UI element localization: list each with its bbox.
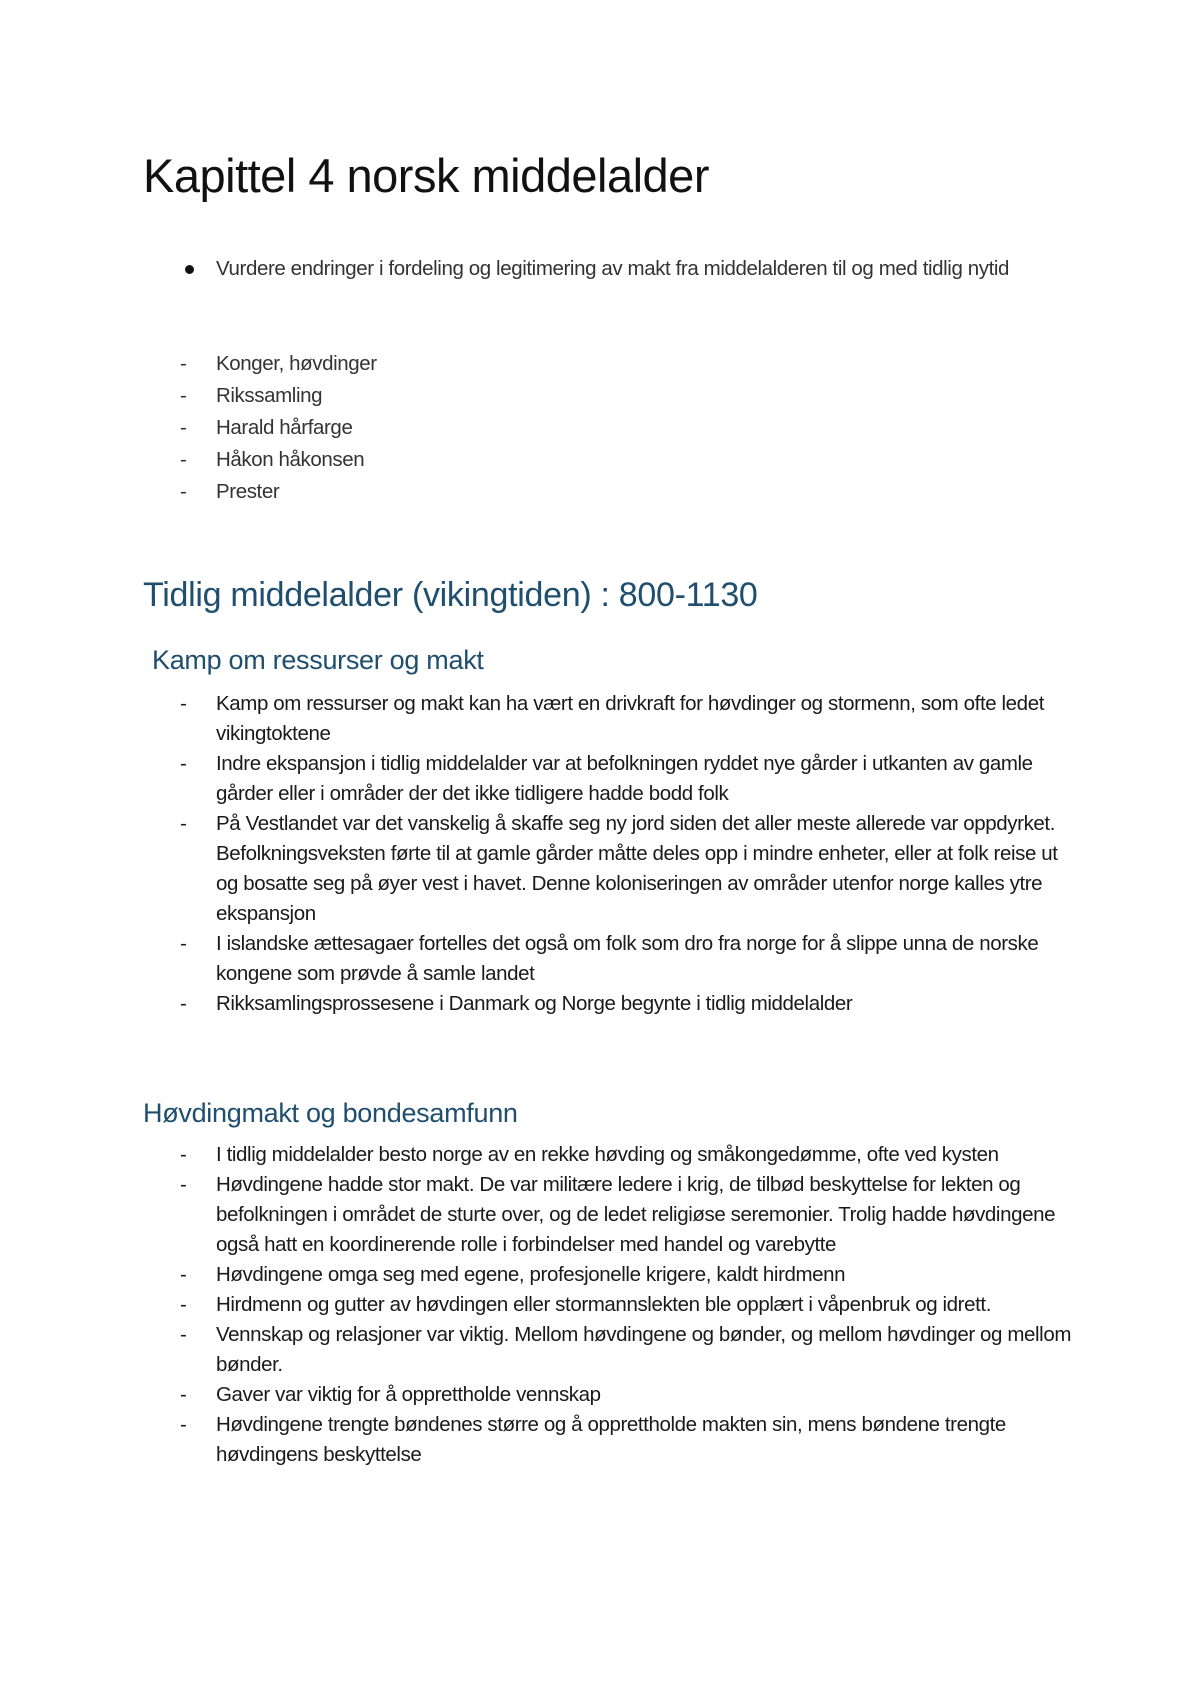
dash-icon: - — [180, 1143, 187, 1166]
list-item — [178, 1290, 1078, 1320]
list-item — [178, 1380, 1078, 1410]
list-item — [178, 1410, 1078, 1470]
dash-icon: - — [180, 416, 187, 439]
list-item — [178, 1320, 1078, 1380]
item-text: På Vestlandet var det vanskelig å skaffe seg ny jord siden det aller meste allerede var oppdyrket. Befolkningsveksten førte til at gamle gårder måtte deles opp i mindre enheter, eller at folk reise ut og bosatte seg på øyer vest i havet. Denne koloniseringen av områder utenfor norge kalles ytre ekspansjon — [216, 812, 1058, 925]
list-item — [178, 929, 1078, 989]
item-text: Indre ekspansjon i tidlig middelalder var at befolkningen ryddet nye gårder i utkanten av gamle gårder eller i områder der det ikke tidligere hadde bodd folk — [216, 752, 1033, 805]
item-text: I islandske ættesagaer fortelles det også om folk som dro fra norge for å slippe unna de norske kongene som prøvde å samle landet — [216, 932, 1039, 985]
dash-icon: - — [180, 1173, 187, 1196]
item-text: Hirdmenn og gutter av høvdingen eller stormannslekten ble opplært i våpenbruk og idrett. — [216, 1293, 991, 1316]
list-item — [178, 444, 1058, 476]
dash-icon: - — [180, 384, 187, 407]
topic-list — [178, 348, 1058, 508]
dash-icon: - — [180, 480, 187, 503]
dash-icon: - — [180, 1323, 187, 1346]
item-text: Høvdingene trengte bøndenes større og å opprettholde makten sin, mens bøndene trengte høvdingens beskyttelse — [216, 1413, 1006, 1466]
item-text: Gaver var viktig for å opprettholde vennskap — [216, 1383, 601, 1406]
dash-icon: - — [180, 1383, 187, 1406]
list-item — [178, 1170, 1078, 1260]
dash-icon: - — [180, 352, 187, 375]
hovding-list — [178, 1140, 1078, 1470]
item-text: Høvdingene hadde stor makt. De var militære ledere i krig, de tilbød beskyttelse for lekten og befolkningen i området de sturte over, og de ledet religiøse seremonier. Trolig hadde høvdingene også hatt en koordinerende rolle i forbindelser med handel og varebytte — [216, 1173, 1056, 1256]
list-item — [178, 989, 1078, 1019]
dash-icon: - — [180, 1293, 187, 1316]
item-text: Høvdingene omga seg med egene, profesjonelle krigere, kaldt hirdmenn — [216, 1263, 846, 1286]
dash-icon: - — [180, 932, 187, 955]
dash-icon: - — [180, 1413, 187, 1436]
section-heading: Tidlig middelalder (vikingtiden) : 800-1130 — [143, 576, 758, 614]
dash-icon: - — [180, 752, 187, 775]
topic-text: Håkon håkonsen — [216, 448, 365, 471]
page-title: Kapittel 4 norsk middelalder — [143, 149, 709, 202]
goal-item — [180, 252, 1060, 285]
goal-list — [180, 252, 1060, 285]
list-item — [178, 412, 1058, 444]
topic-text: Harald hårfarge — [216, 416, 353, 439]
topic-text: Prester — [216, 480, 280, 503]
list-item — [178, 1140, 1078, 1170]
dash-icon: - — [180, 812, 187, 835]
list-item — [178, 476, 1058, 508]
goal-text: Vurdere endringer i fordeling og legitimering av makt fra middelalderen til og med tidlig nytid — [216, 257, 1010, 280]
list-item — [178, 1260, 1078, 1290]
dash-icon: - — [180, 992, 187, 1015]
subsection-heading-hovding: Høvdingmakt og bondesamfunn — [143, 1098, 518, 1128]
subsection-heading-kamp: Kamp om ressurser og makt — [152, 645, 484, 675]
topic-text: Konger, høvdinger — [216, 352, 377, 375]
topic-text: Rikssamling — [216, 384, 323, 407]
list-item — [178, 380, 1058, 412]
item-text: Vennskap og relasjoner var viktig. Mellom høvdingene og bønder, og mellom høvdinger og mellom bønder. — [216, 1323, 1072, 1376]
item-text: Rikksamlingsprossesene i Danmark og Norge begynte i tidlig middelalder — [216, 992, 853, 1015]
list-item — [178, 348, 1058, 380]
dash-icon: - — [180, 448, 187, 471]
dash-icon: - — [180, 1263, 187, 1286]
item-text: Kamp om ressurser og makt kan ha vært en drivkraft for høvdinger og stormenn, som ofte ledet vikingtoktene — [216, 692, 1044, 745]
list-item — [178, 809, 1078, 929]
item-text: I tidlig middelalder besto norge av en rekke høvding og småkongedømme, ofte ved kysten — [216, 1143, 999, 1166]
list-item — [178, 689, 1078, 749]
dash-icon: - — [180, 692, 187, 715]
kamp-list — [178, 689, 1078, 1019]
bullet-icon — [185, 265, 194, 274]
list-item — [178, 749, 1078, 809]
